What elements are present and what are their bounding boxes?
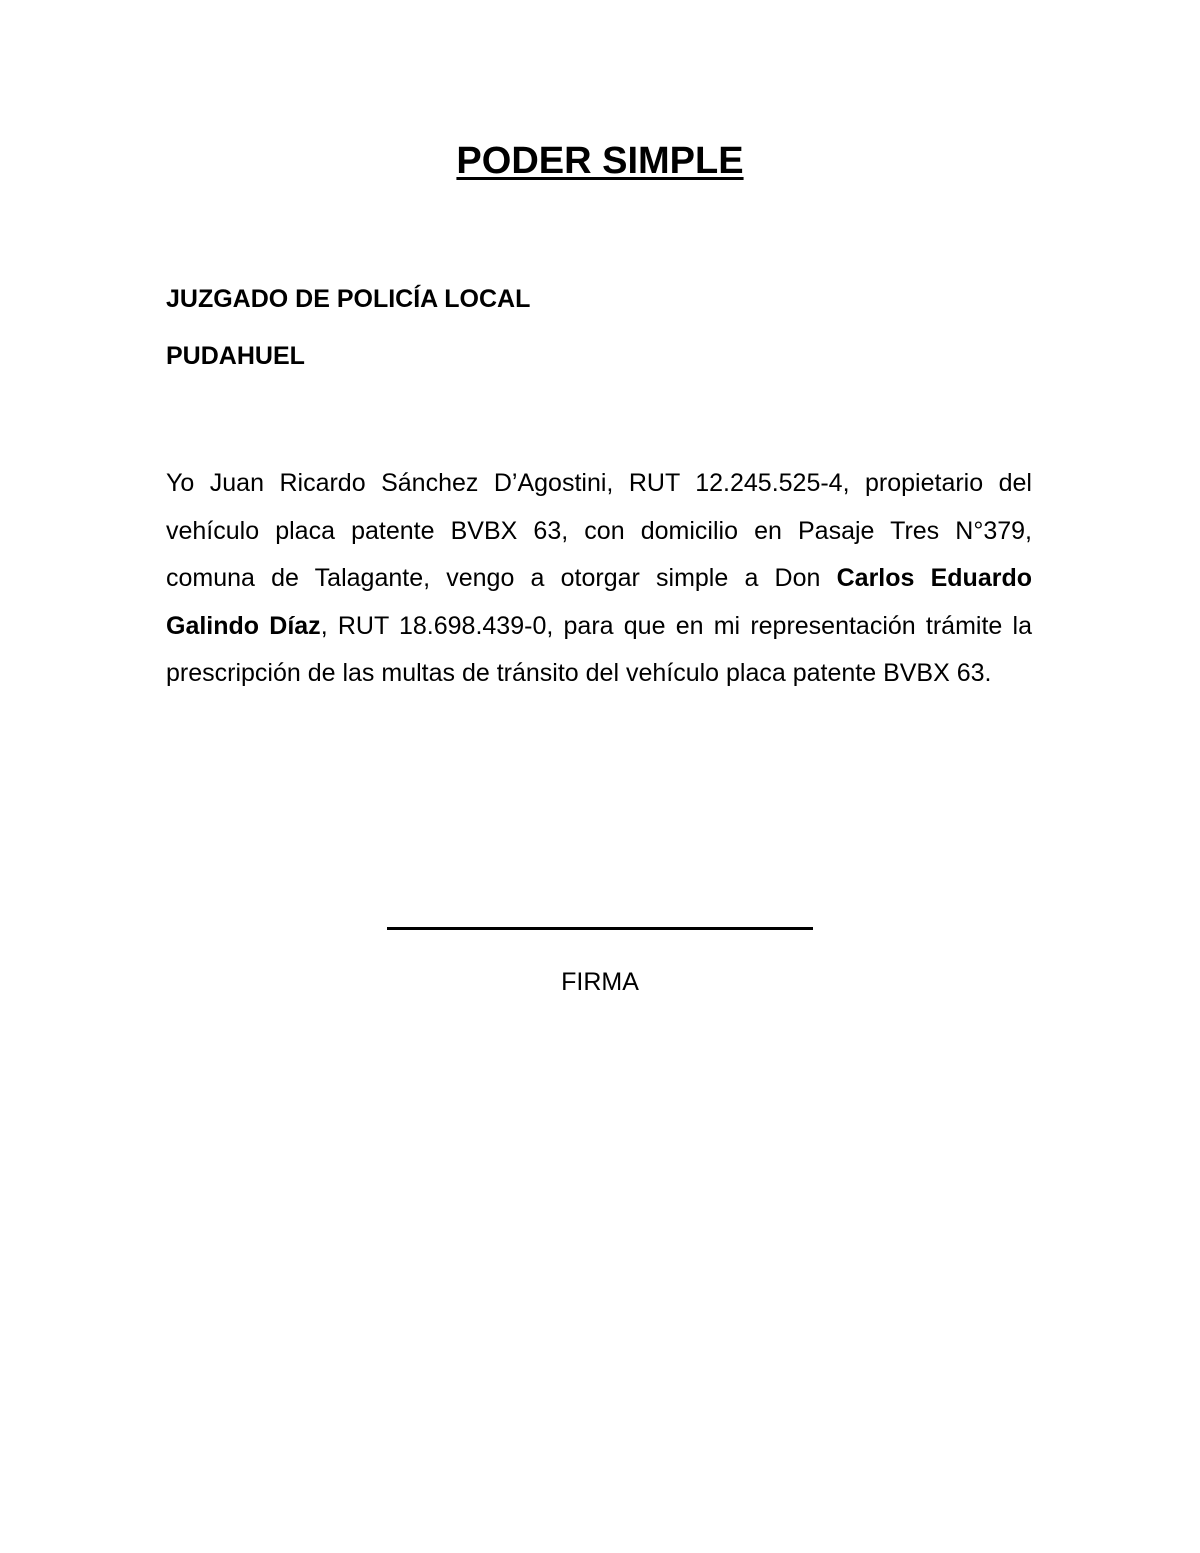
body-text-purpose: , RUT 18.698.439-0, para que en mi representación trámite la prescripción de las multas de tránsito del vehículo placa patente BVBX 63. (166, 611, 1032, 687)
signature-line (387, 927, 813, 930)
body-text-intro: Yo Juan Ricardo Sánchez D’Agostini, RUT 12.245.525-4, propietario del vehículo placa patente BVBX 63, con domicilio en Pasaje Tres N°379, comuna de Talagante, vengo a otorgar simple a Don (166, 469, 1032, 592)
addressee-city: PUDAHUEL (166, 342, 305, 370)
proxy-name: Carlos Eduardo Galindo Díaz (166, 564, 1032, 640)
signature-label: FIRMA (561, 968, 639, 996)
body-paragraph (166, 460, 1032, 698)
document-title: PODER SIMPLE (456, 140, 744, 182)
addressee-court: JUZGADO DE POLICÍA LOCAL (166, 285, 531, 313)
